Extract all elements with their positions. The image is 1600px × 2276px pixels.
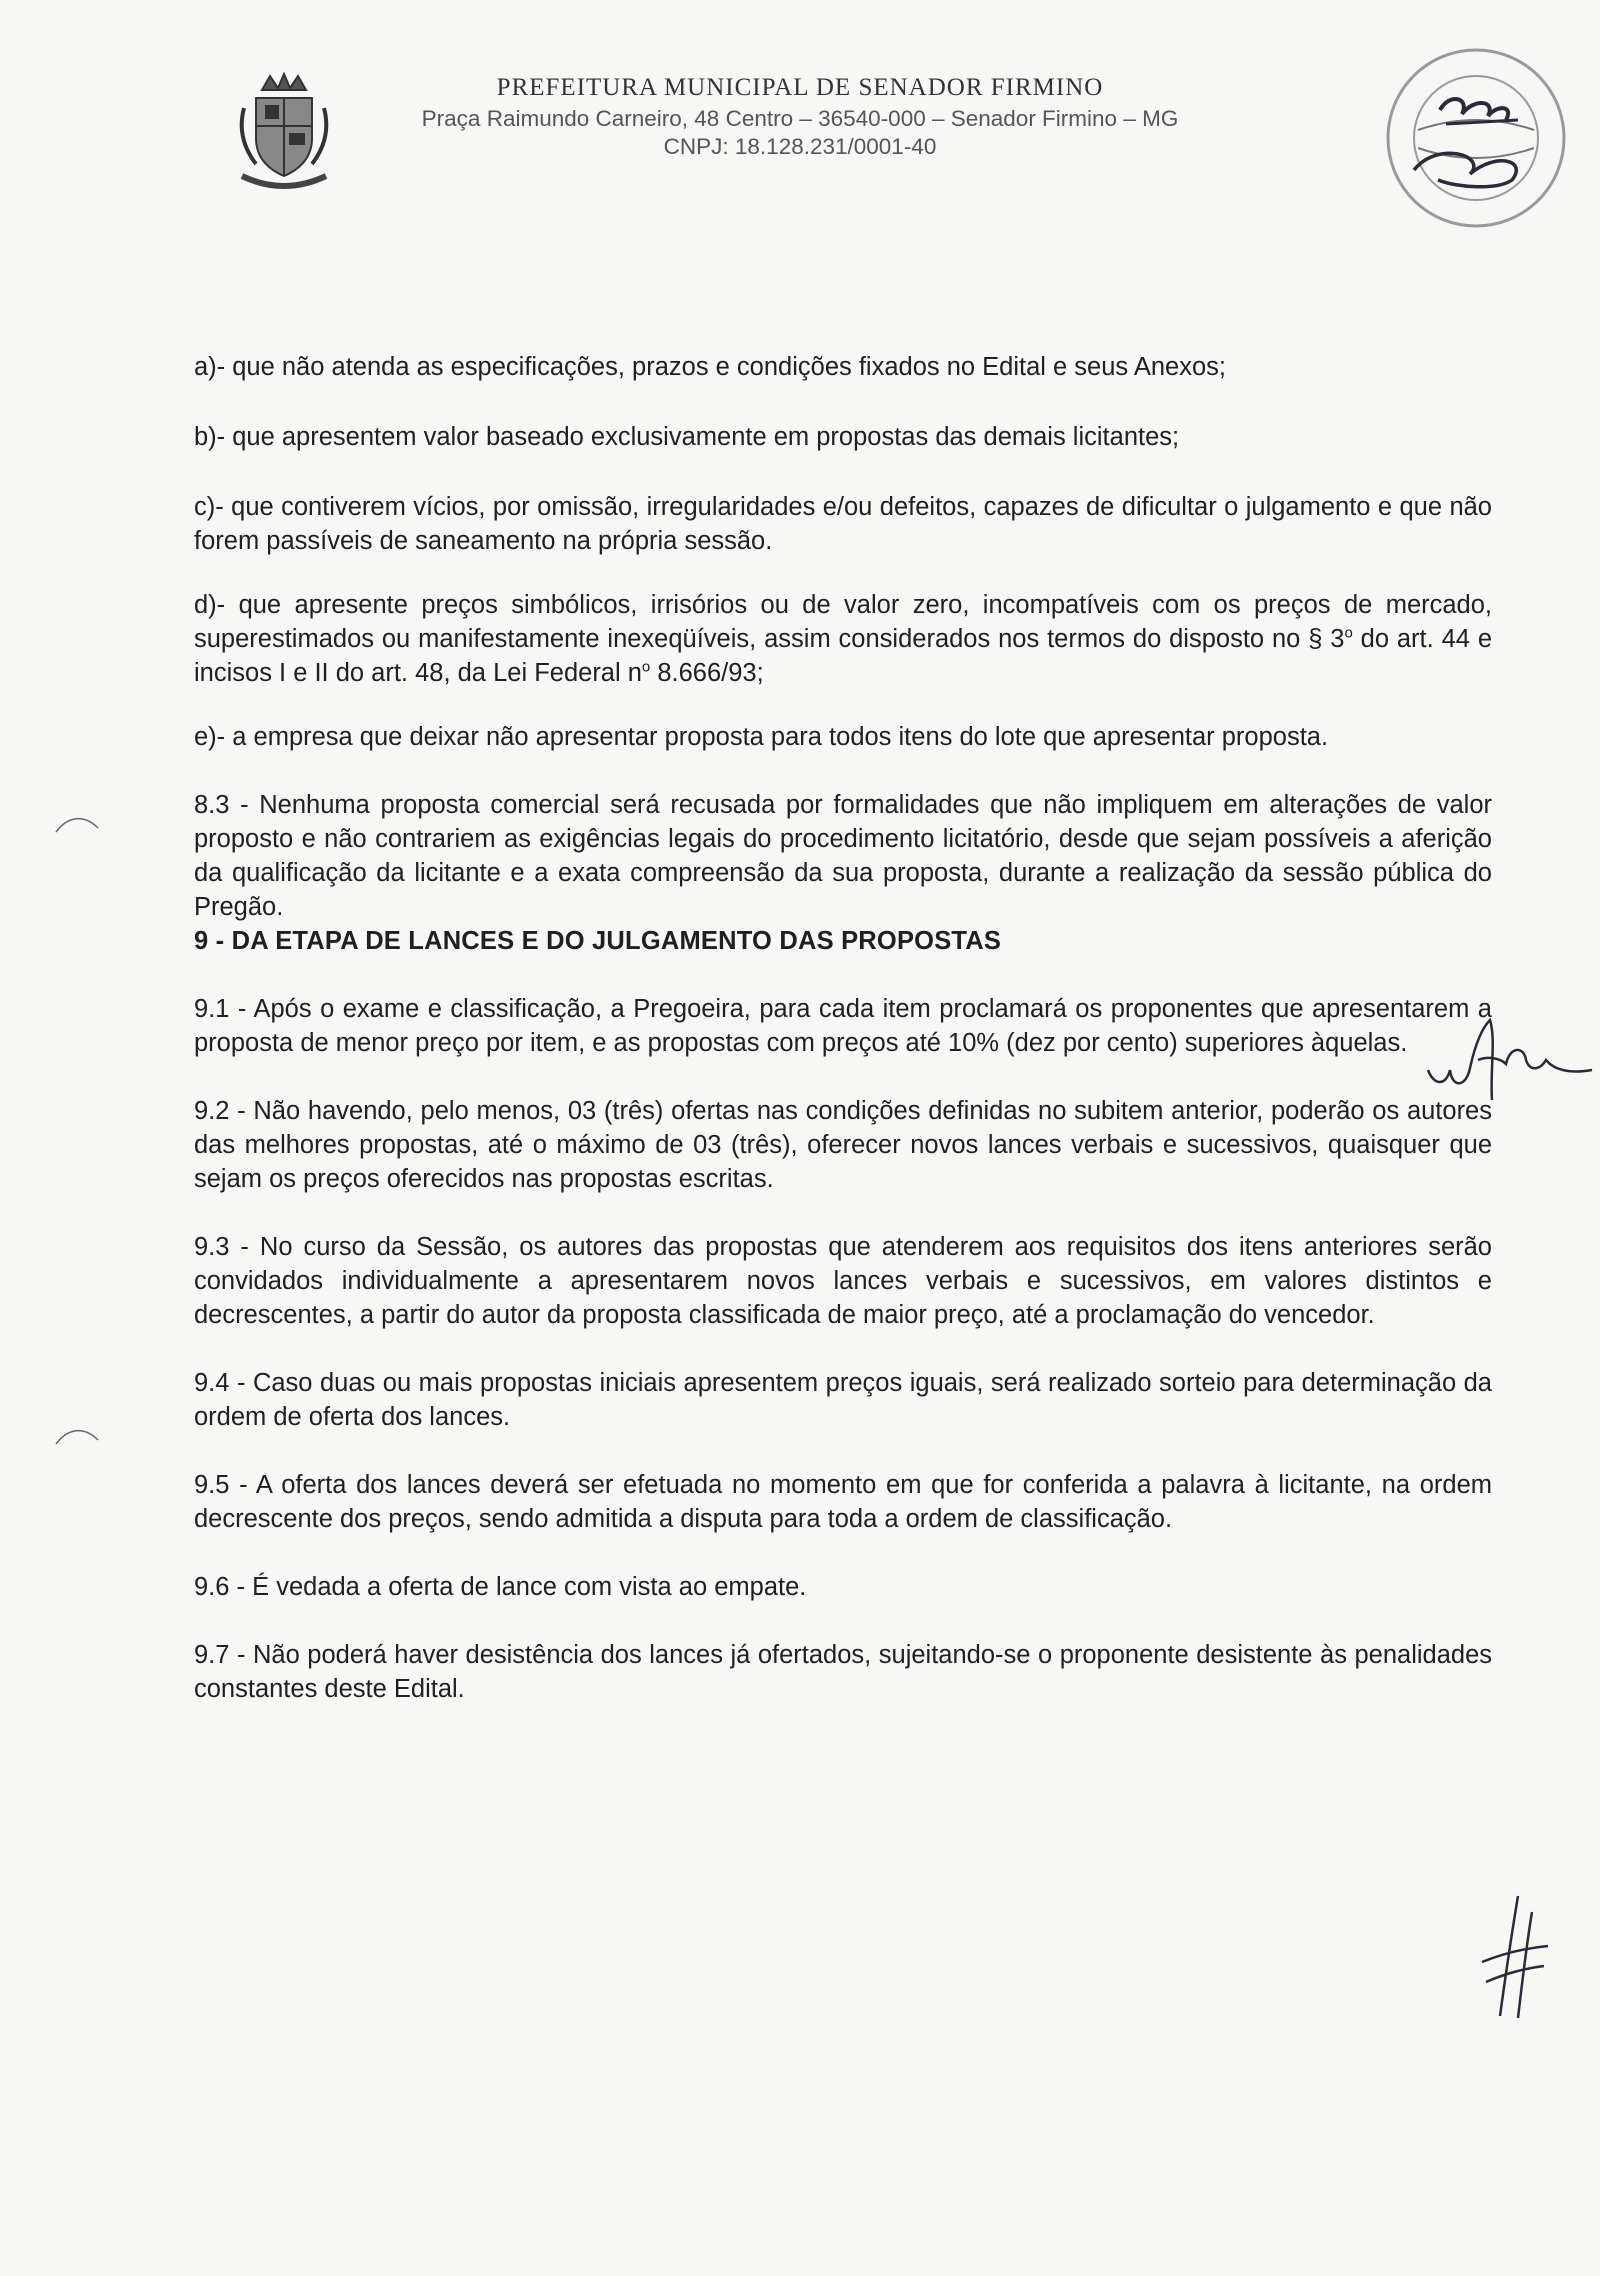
handwritten-signature-icon — [1478, 1892, 1550, 2022]
handwritten-initials-icon — [1420, 1000, 1600, 1110]
organization-name: PREFEITURA MUNICIPAL DE SENADOR FIRMINO — [496, 74, 1104, 101]
organization-cnpj: CNPJ: 18.128.231/0001-40 — [663, 134, 937, 159]
item-e: e)- a empresa que deixar não apresentar proposta para todos itens do lote que apresentar proposta. — [194, 723, 1329, 751]
clause-9-1: 9.1 - Após o exame e classificação, a Pregoeira, para cada item proclamará os proponentes que apresentarem a proposta de menor preço por item, e as propostas com preços até 10% (dez por cento) superiores àquelas. — [194, 995, 1492, 1057]
margin-mark-icon — [52, 810, 102, 836]
section-9-title: 9 - DA ETAPA DE LANCES E DO JULGAMENTO DAS PROPOSTAS — [194, 927, 1002, 955]
clause-9-3: 9.3 - No curso da Sessão, os autores das propostas que atenderem aos requisitos dos itens anteriores serão convidados individualmente a apresentarem novos lances verbais e sucessivos, em valores distintos e decrescentes, a partir do autor da proposta classificada de maior preço, até a proclamação do vencedor. — [194, 1233, 1492, 1329]
margin-mark-icon — [52, 1422, 102, 1448]
item-d-text-1: d)- que apresente preços simbólicos, irrisórios ou de valor zero, incompatíveis com os preços de mercado, superestimados ou manifestamente inexeqüíveis, assim considerados nos termos do disposto no § 3 — [194, 591, 1492, 653]
ordinal-mark: o — [641, 658, 651, 676]
coat-of-arms-icon — [232, 68, 336, 196]
document-body — [194, 350, 1492, 1706]
commission-stamp-icon — [1378, 40, 1574, 236]
clause-9-2: 9.2 - Não havendo, pelo menos, 03 (três) ofertas nas condições definidas no subitem anterior, poderão os autores das melhores propostas, até o máximo de 03 (três), oferecer novos lances verbais e sucessivos, quaisquer que sejam os preços oferecidos nas propostas escritas. — [194, 1097, 1492, 1193]
ordinal-mark: o — [1344, 624, 1353, 642]
clause-9-5: 9.5 - A oferta dos lances deverá ser efetuada no momento em que for conferida a palavra à licitante, na ordem decrescente dos preços, sendo admitida a disputa para toda a ordem de classificação. — [194, 1471, 1492, 1533]
letterhead — [420, 74, 1180, 160]
clause-9-6: 9.6 - É vedada a oferta de lance com vista ao empate. — [194, 1573, 807, 1601]
clause-8-3: 8.3 - Nenhuma proposta comercial será recusada por formalidades que não impliquem em alterações de valor proposto e não contrariem as exigências legais do procedimento licitatório, desde que sejam possíveis a aferição da qualificação da licitante e a exata compreensão da sua proposta, durante a realização da sessão pública do Pregão. — [194, 791, 1492, 921]
item-d-text-3: 8.666/93; — [650, 659, 764, 687]
clause-9-7: 9.7 - Não poderá haver desistência dos lances já ofertados, sujeitando-se o proponente desistente às penalidades constantes deste Edital. — [194, 1641, 1492, 1703]
item-b: b)- que apresentem valor baseado exclusivamente em propostas das demais licitantes; — [194, 423, 1180, 451]
clause-9-4: 9.4 - Caso duas ou mais propostas iniciais apresentem preços iguais, será realizado sorteio para determinação da ordem de oferta dos lances. — [194, 1369, 1492, 1431]
organization-address: Praça Raimundo Carneiro, 48 Centro – 36540-000 – Senador Firmino – MG — [421, 106, 1179, 131]
item-c: c)- que contiverem vícios, por omissão, irregularidades e/ou defeitos, capazes de dificultar o julgamento e que não forem passíveis de saneamento na própria sessão. — [194, 493, 1492, 555]
item-a: a)- que não atenda as especificações, prazos e condições fixados no Edital e seus Anexos; — [194, 353, 1226, 381]
item-d-text-2: do art. 44 e incisos I e II do art. 48, da Lei Federal n — [194, 625, 1493, 687]
item-d — [194, 588, 1492, 690]
